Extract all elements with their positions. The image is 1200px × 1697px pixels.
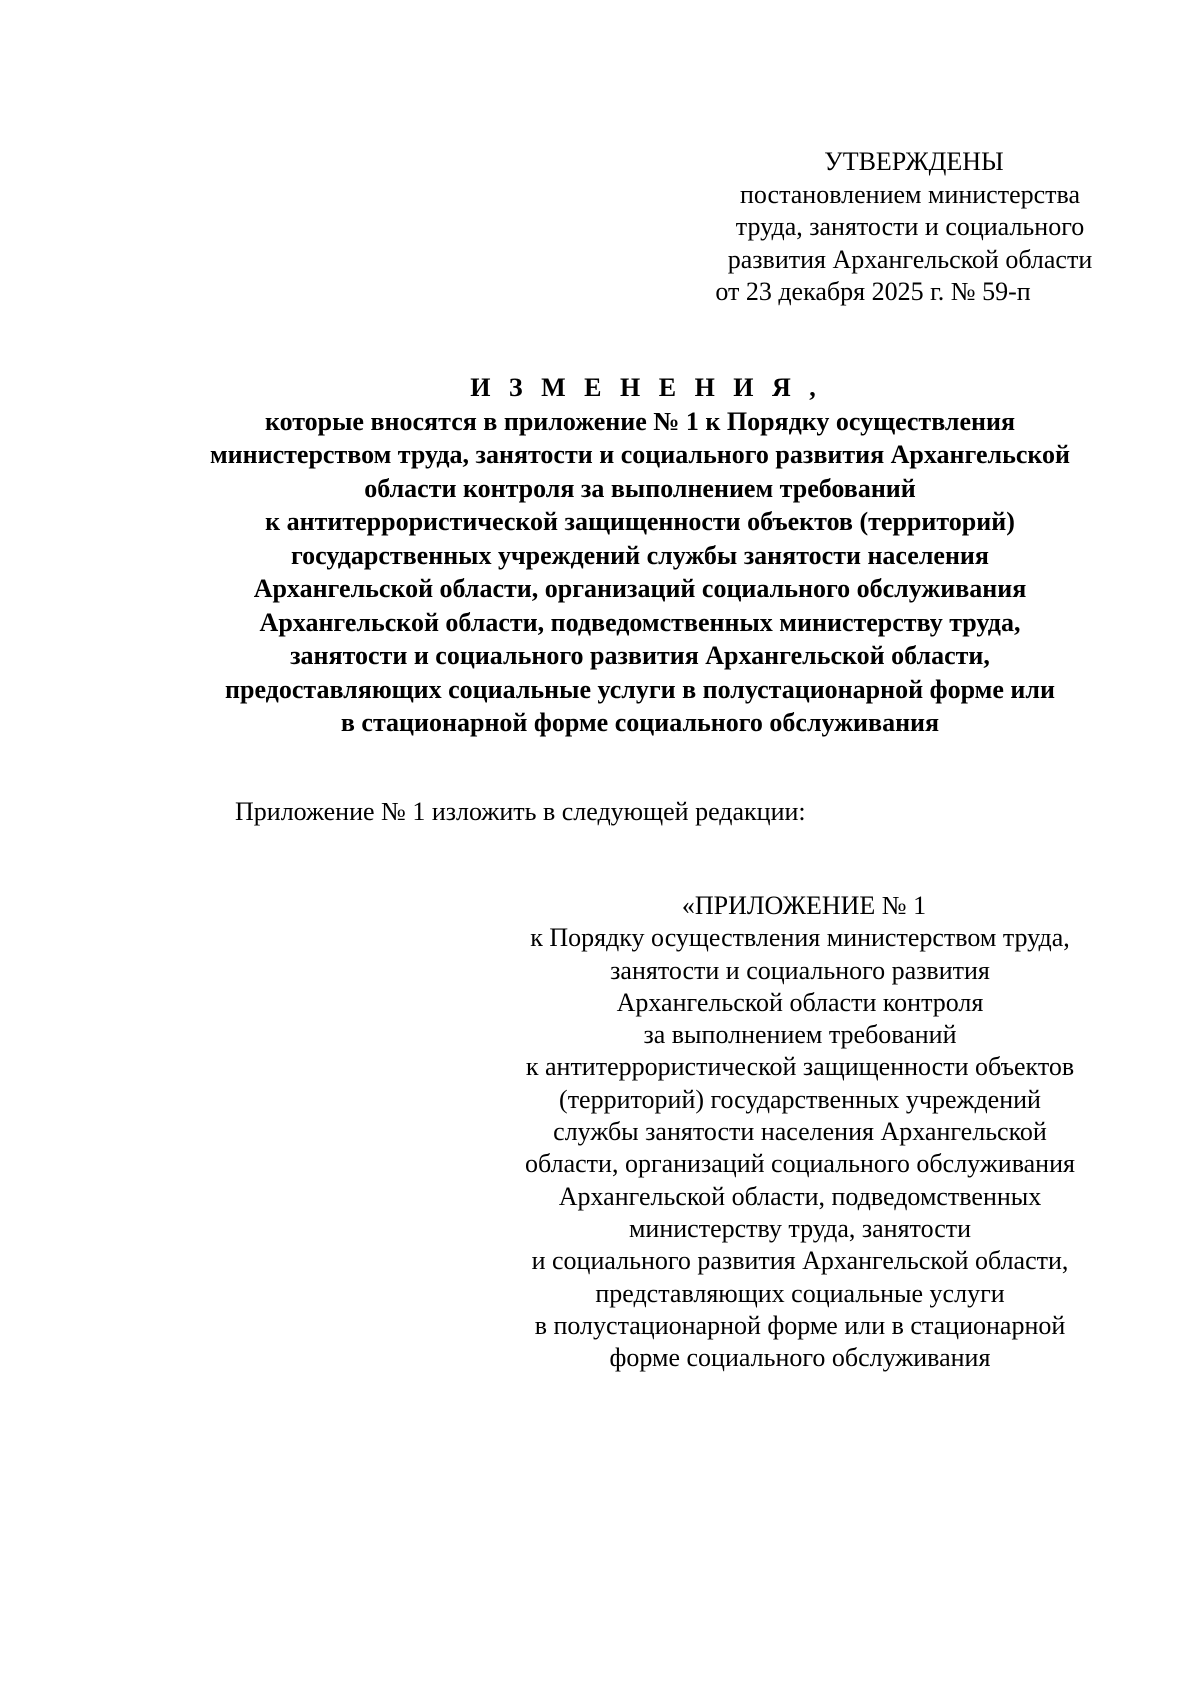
approval-line: постановлением министерства (739, 179, 1081, 209)
appendix-line: (территорий) государственных учреждений (559, 1084, 1041, 1114)
title-line: Архангельской области, подведомственных министерству труда, (259, 607, 1021, 637)
appendix-line: за выполнением требований (643, 1020, 957, 1050)
title-line: в стационарной форме социального обслуживания (340, 708, 940, 737)
appendix-line: занятости и социального развития (610, 955, 990, 985)
appendix-line: в полустационарной форме или в стационарной (534, 1310, 1066, 1340)
title-line: которые вносятся в приложение № 1 к Порядку осуществления (264, 406, 1016, 436)
appendix-line: службы занятости населения Архангельской (553, 1117, 1047, 1147)
approval-stamp-block (690, 146, 1130, 309)
appendix-line: к антитеррористической защищенности объектов (525, 1052, 1075, 1082)
approval-date-number: от 23 декабря 2025 г. № 59-п (715, 277, 1031, 306)
approval-line: труда, занятости и социального (735, 212, 1085, 241)
body-paragraph: Приложение № 1 изложить в следующей редакции: (235, 797, 806, 826)
title-line: Архангельской области, организаций социального обслуживания (253, 574, 1027, 603)
appendix-line: области, организаций социального обслуживания (525, 1149, 1075, 1179)
appendix-line: форме социального обслуживания (609, 1343, 991, 1373)
document-title (120, 371, 1160, 740)
title-line: занятости и социального развития Архангельской области, (290, 641, 990, 670)
title-line: к антитеррористической защищенности объектов (территорий) (265, 507, 1015, 536)
approval-line: развития Архангельской области (727, 244, 1093, 274)
appendix-line: и социального развития Архангельской области, (531, 1246, 1069, 1276)
appendix-line: представляющих социальные услуги (595, 1278, 1005, 1308)
title-line: предоставляющих социальные услуги в полустационарной форме или (225, 674, 1055, 704)
title-heading: И З М Е Н Е Н И Я , (470, 373, 822, 402)
appendix-line: министерству труда, занятости (628, 1213, 972, 1243)
title-line: государственных учреждений службы занятости населения (291, 540, 989, 570)
appendix-line: Архангельской области, подведомственных (558, 1181, 1042, 1211)
appendix-line: к Порядку осуществления министерством труда, (530, 923, 1070, 953)
approval-heading: УТВЕРЖДЕНЫ (824, 147, 1004, 176)
appendix-header-block (500, 890, 1100, 1374)
appendix-line: Архангельской области контроля (616, 987, 984, 1017)
appendix-heading: «ПРИЛОЖЕНИЕ № 1 (681, 891, 927, 920)
title-line: министерством труда, занятости и социального развития Архангельской (209, 440, 1071, 469)
title-line: области контроля за выполнением требований (364, 473, 916, 503)
